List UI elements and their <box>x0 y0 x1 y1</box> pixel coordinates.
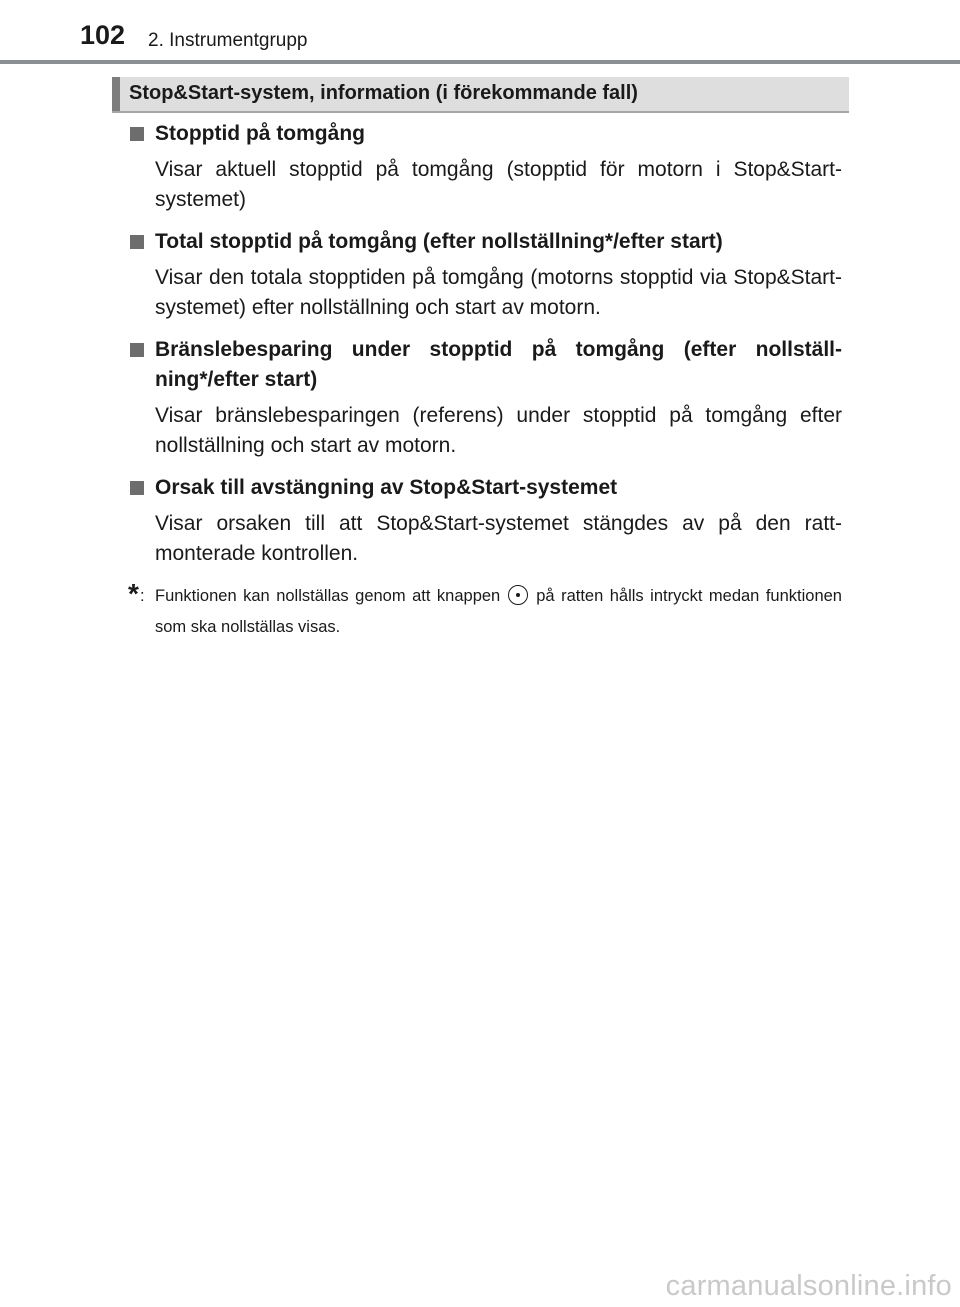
item-body: Visar orsaken till att Stop&Start-systemet stängdes av på den ratt-monterade kontrollen. <box>155 512 842 565</box>
header-rule <box>0 60 960 64</box>
footnote-asterisk: * <box>128 578 139 609</box>
footnote-colon: : <box>140 587 145 605</box>
item-heading <box>128 119 842 149</box>
watermark: carmanualsonline.info <box>665 1270 952 1302</box>
page-number: 102 <box>80 20 126 50</box>
item-heading <box>128 227 842 257</box>
footnote-text-after: på ratten hålls intryckt medan funktionen som ska nollställas visas. <box>155 587 842 636</box>
section-bar <box>112 77 849 113</box>
footnote-text-before: Funktionen kan nollställas genom att knappen <box>155 587 501 605</box>
item-body: Visar aktuell stopptid på tomgång (stopptid för motorn i Stop&Start-systemet) <box>155 158 842 211</box>
item-body: Visar bränslebesparingen (referens) under stopptid på tomgång efter nollställning och start av motorn. <box>155 404 842 457</box>
list-item <box>128 119 842 215</box>
item-body: Visar den totala stopptiden på tomgång (motorns stopptid via Stop&Start-systemet) efter nollställning och start av motorn. <box>155 266 842 319</box>
square-bullet-icon <box>130 343 144 357</box>
item-heading-text: Orsak till avstängning av Stop&Start-systemet <box>155 476 618 499</box>
list-item <box>128 227 842 323</box>
list-item <box>128 473 842 569</box>
square-bullet-icon <box>130 481 144 495</box>
chapter-title: 2. Instrumentgrupp <box>148 30 308 51</box>
section-title: Stop&Start-system, information (i förekommande fall) <box>129 82 638 104</box>
round-button-icon <box>508 585 528 605</box>
section-bar-accent <box>112 77 120 111</box>
item-heading <box>128 473 842 503</box>
content <box>128 119 842 643</box>
footnote <box>128 578 842 643</box>
list-item <box>128 335 842 461</box>
item-heading-text: Total stopptid på tomgång (efter nollställning*/efter start) <box>155 230 723 253</box>
item-heading-text: Stopptid på tomgång <box>155 122 365 145</box>
item-heading <box>128 335 842 395</box>
square-bullet-icon <box>130 127 144 141</box>
square-bullet-icon <box>130 235 144 249</box>
item-heading-text: Bränslebesparing under stopptid på tomgång (efter nollställ-ning*/efter start) <box>155 338 842 391</box>
